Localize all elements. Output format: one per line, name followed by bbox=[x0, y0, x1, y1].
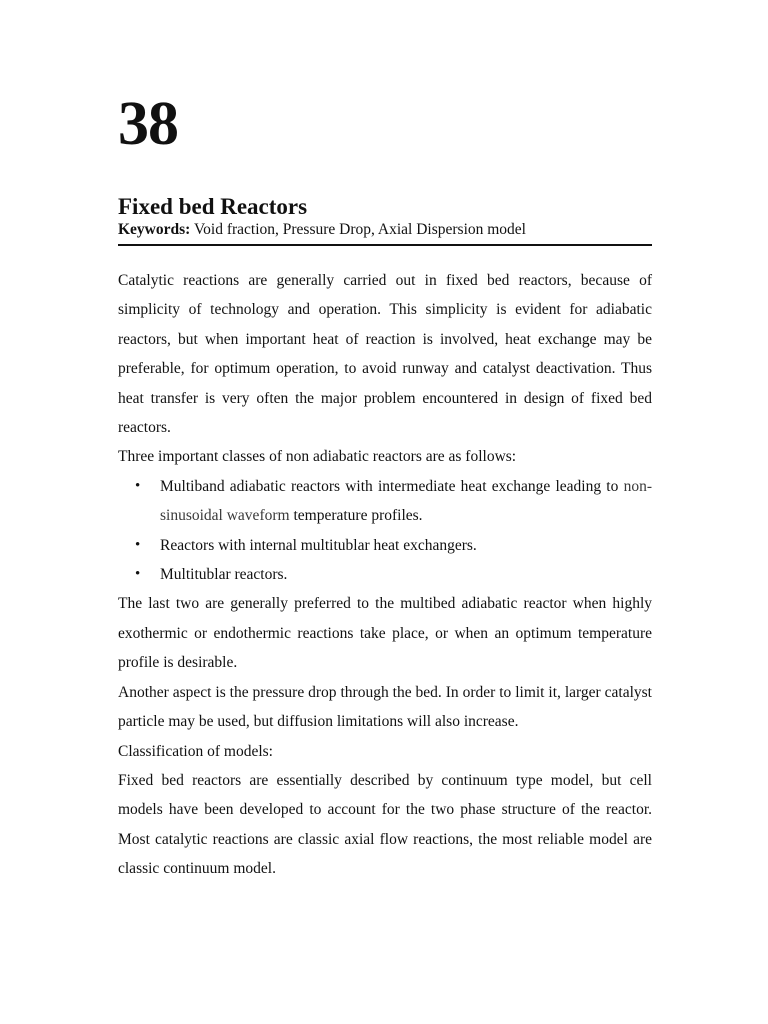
paragraph-classes-intro: Three important classes of non adiabatic reactors are as follows: bbox=[118, 448, 517, 466]
paragraph-models: Fixed bed reactors are essentially described by continuum type model, but cell models have been developed to account for the two phase structure of the reactor. Most catalytic reactions are classic axial flow reactions, the most reliable model are classic continuum model. bbox=[118, 771, 652, 878]
list-item bbox=[135, 560, 652, 589]
bullet-icon: • bbox=[135, 477, 141, 494]
list-item-text: Reactors with internal multitublar heat exchangers. bbox=[160, 536, 477, 554]
chapter-number: 38 bbox=[118, 90, 178, 158]
list-item bbox=[135, 472, 652, 531]
paragraph-classification-heading: Classification of models: bbox=[118, 742, 273, 760]
paragraph-intro: Catalytic reactions are generally carried out in fixed bed reactors, because of simplicity of technology and operation. This simplicity is evident for adiabatic reactors, but when important heat of reaction is involved, heat exchange may be preferable, for optimum operation, to avoid runway and catalyst deactivation. Thus heat transfer is very often the major problem encountered in design of fixed bed reactors. bbox=[118, 272, 652, 437]
paragraph-pressure-drop: Another aspect is the pressure drop through the bed. In order to limit it, larger catalyst particle may be used, but diffusion limitations will also increase. bbox=[118, 683, 652, 731]
keywords-list: Void fraction, Pressure Drop, Axial Dispersion model bbox=[193, 221, 526, 238]
list-item-text: Multiband adiabatic reactors with intermediate heat exchange leading to bbox=[160, 477, 624, 495]
keywords-label: Keywords: bbox=[118, 221, 191, 238]
body-text bbox=[118, 266, 652, 884]
list-item-text: Multitublar reactors. bbox=[160, 566, 288, 584]
keywords-line bbox=[118, 220, 526, 240]
bullet-icon: • bbox=[135, 536, 141, 553]
list-item bbox=[135, 531, 652, 560]
list-item-text-end: temperature profiles. bbox=[289, 507, 423, 525]
header-divider bbox=[118, 244, 652, 246]
chapter-title: Fixed bed Reactors bbox=[118, 194, 308, 219]
paragraph-preference: The last two are generally preferred to the multibed adiabatic reactor when highly exothermic or endothermic reactions take place, or when an optimum temperature profile is desirable. bbox=[118, 595, 652, 672]
reactor-classes-list bbox=[118, 472, 652, 590]
waveform-term: non-sinusoidal waveform bbox=[160, 477, 652, 525]
bullet-icon: • bbox=[135, 566, 141, 583]
